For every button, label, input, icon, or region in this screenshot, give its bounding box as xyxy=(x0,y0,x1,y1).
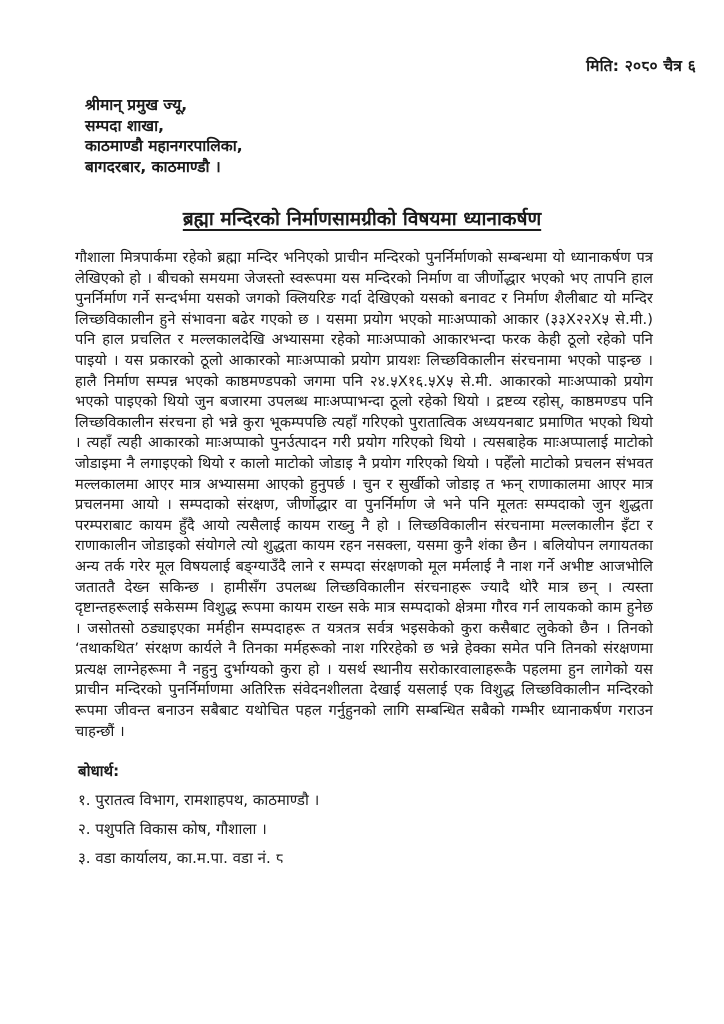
letter-body-paragraph: गौशाला मित्रपार्कमा रहेको ब्रह्मा मन्दिर भनिएको प्राचीन मन्दिरको पुनर्निर्माणको सम्बन्धमा यो ध्यानाकर्षण पत्र लेखिएको हो । बीचको समयमा जेजस्तो स्वरूपमा यस मन्दिरको निर्माण वा जीर्णोद्धार भएको भए तापनि हाल पुनर्निर्माण गर्ने सन्दर्भमा यसको जगको क्लियरिङ गर्दा देखिएको यसको बनावट र निर्माण शैलीबाट यो मन्दिर लिच्छविकालीन हुने संभावना बढेर गएको छ । यसमा प्रयोग भएको माःअप्पाको आकार (३३X२२X५ से.मी.) पनि हाल प्रचलित र मल्लकालदेखि अभ्यासमा रहेको माःअप्पाको आकारभन्दा फरक केही ठूलो रहेको पनि पाइयो । यस प्रकारको ठूलो आकारको माःअप्पाको प्रयोग प्रायशः लिच्छविकालीन संरचनामा भएको पाइन्छ । हालै निर्माण सम्पन्न भएको काष्ठमण्डपको जगमा पनि २४.५X१६.५X५ से.मी. आकारको माःअप्पाको प्रयोग भएको पाइएको थियो जुन बजारमा उपलब्ध माःअप्पाभन्दा ठूलो रहेको थियो । द्रष्टव्य रहोस्, काष्ठमण्डप पनि लिच्छविकालीन संरचना हो भन्ने कुरा भूकम्पपछि त्यहाँ गरिएको पुरातात्विक अध्ययनबाट प्रमाणित भएको थियो । त्यहाँ त्यही आकारको माःअप्पाको पुनर्उत्पादन गरी प्रयोग गरिएको थियो । त्यसबाहेक माःअप्पालाई माटोको जोडाइमा नै लगाइएको थियो र कालो माटोको जोडाइ नै प्रयोग गरिएको थियो । पहेँलो माटोको प्रचलन संभवत मल्लकालमा आएर मात्र अभ्यासमा आएको हुनुपर्छ । चुन र सुर्खीको जोडाइ त झन् राणाकालमा आएर मात्र प्रचलनमा आयो । सम्पदाको संरक्षण, जीर्णोद्धार वा पुनर्निर्माण जे भने पनि मूलतः सम्पदाको जुन शुद्धता परम्पराबाट कायम हुँदै आयो त्यसैलाई कायम राख्नु नै हो । लिच्छविकालीन संरचनामा मल्लकालीन इँटा र राणाकालीन जोडाइको संयोगले त्यो शुद्धता कायम रहन नसक्ला, यसमा कुनै शंका छैन । बलियोपन लगायतका अन्य तर्क गरेर मूल विषयलाई बङ्ग्याउँदै लाने र सम्पदा संरक्षणको मूल मर्मलाई नै नाश गर्ने अभीष्ट आजभोलि जताततै देख्न सकिन्छ । हामीसँग उपलब्ध लिच्छविकालीन संरचनाहरू ज्यादै थोरै मात्र छन् । त्यस्ता दृष्टान्तहरूलाई सकेसम्म विशुद्ध रूपमा कायम राख्न सके मात्र सम्पदाको क्षेत्रमा गौरव गर्न लायकको काम हुनेछ । जसोतसो ठड्याइएका मर्महीन सम्पदाहरू त यत्रतत्र सर्वत्र भइसकेको कुरा कसैबाट लुकेको छैन । तिनको ‘तथाकथित’ संरक्षण कार्यले नै तिनका मर्महरूको नाश गरिरहेको छ भन्ने हेक्का समेत पनि तिनको संरक्षणमा प्रत्यक्ष लाग्नेहरूमा नै नहुनु दुर्भाग्यको कुरा हो । यसर्थ स्थानीय सरोकारवालाहरूकै पहलमा हुन लागेको यस प्राचीन मन्दिरको पुनर्निर्माणमा अतिरिक्त संवेदनशीलता देखाई यसलाई एक विशुद्ध लिच्छविकालीन मन्दिरको रूपमा जीवन्त बनाउन सबैबाट यथोचित पहल गर्नुहुनको लागि सम्बन्धित सबैको गम्भीर ध्यानाकर्षण गराउन चाहन्छौं । xyxy=(75,249,653,740)
document-title-text: ब्रह्मा मन्दिरको निर्माणसामग्रीको विषयमा ध्यानाकर्षण xyxy=(182,208,542,230)
recipient-line-address: बागदरबार, काठमाण्डौ । xyxy=(85,157,221,176)
cc-item-ward-office: ३. वडा कार्यालय, का.म.पा. वडा नं. ८ xyxy=(78,849,284,867)
cc-item-pashupati-development-fund: २. पशुपति विकास कोष, गौशाला । xyxy=(78,820,267,838)
cc-section xyxy=(78,762,319,868)
date-line: मिति: २०८० चैत्र ६ xyxy=(586,57,696,75)
recipient-line-organization: काठमाण्डौ महानगरपालिका, xyxy=(85,137,243,155)
cc-item-archaeology-department: १. पुरातत्व विभाग, रामशाहपथ, काठमाण्डौ । xyxy=(78,791,320,809)
cc-heading: बोधार्थ: xyxy=(78,762,120,780)
recipient-line-salutation: श्रीमान् प्रमुख ज्यू, xyxy=(85,96,188,114)
document-title xyxy=(0,205,724,231)
recipient-line-department: सम्पदा शाखा, xyxy=(85,116,165,135)
recipient-block xyxy=(85,95,243,177)
